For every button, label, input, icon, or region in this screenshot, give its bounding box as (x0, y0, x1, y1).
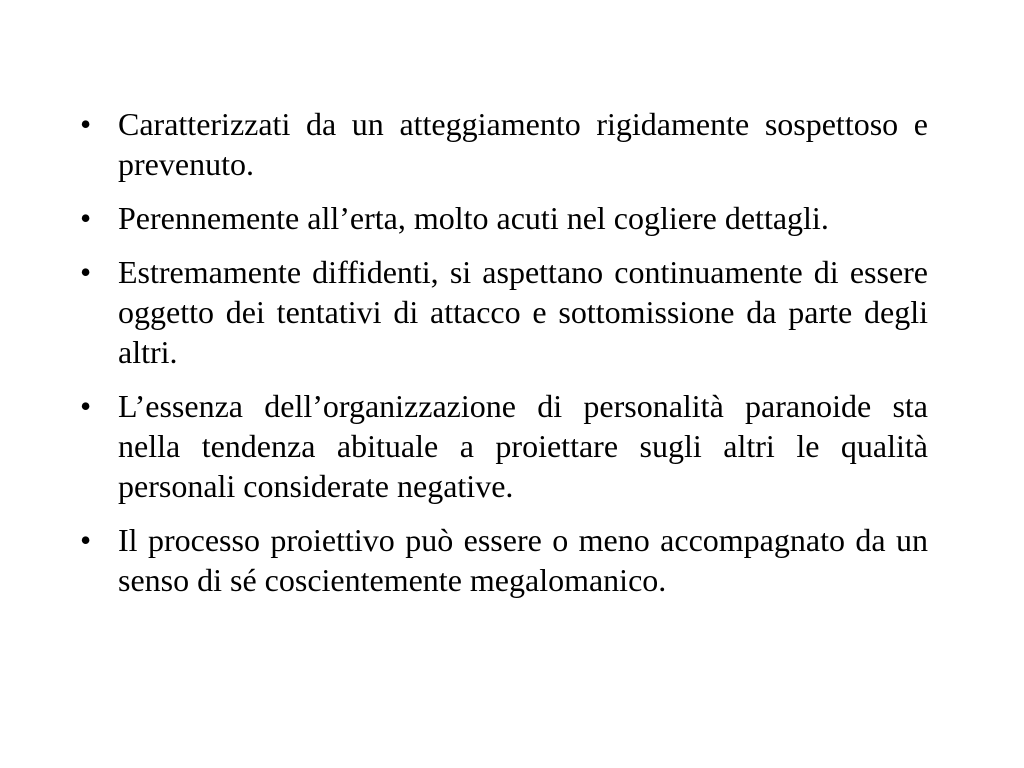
bullet-text: Caratterizzati da un atteggiamento rigidamente sospettoso e prevenuto. (118, 106, 928, 182)
bullet-item-3 (80, 252, 928, 372)
bullet-icon: • (80, 200, 92, 236)
bullet-text: L’essenza dell’organizzazione di personalità paranoide sta nella tendenza abituale a proiettare sugli altri le qualità personali considerate negative. (118, 388, 928, 504)
bullet-item-5 (80, 520, 928, 600)
bullet-item-1 (80, 104, 928, 184)
bullet-text: Il processo proiettivo può essere o meno accompagnato da un senso di sé coscientemente megalomanico. (118, 522, 928, 598)
bullet-icon: • (80, 254, 92, 290)
bullet-list (80, 104, 928, 614)
bullet-icon: • (80, 388, 92, 424)
bullet-icon: • (80, 522, 92, 558)
bullet-text: Perennemente all’erta, molto acuti nel cogliere dettagli. (118, 200, 829, 236)
bullet-text: Estremamente diffidenti, si aspettano continuamente di essere oggetto dei tentativi di attacco e sottomissione da parte degli altri. (118, 254, 928, 370)
bullet-icon: • (80, 106, 92, 142)
bullet-item-2 (80, 198, 928, 238)
bullet-item-4 (80, 386, 928, 506)
